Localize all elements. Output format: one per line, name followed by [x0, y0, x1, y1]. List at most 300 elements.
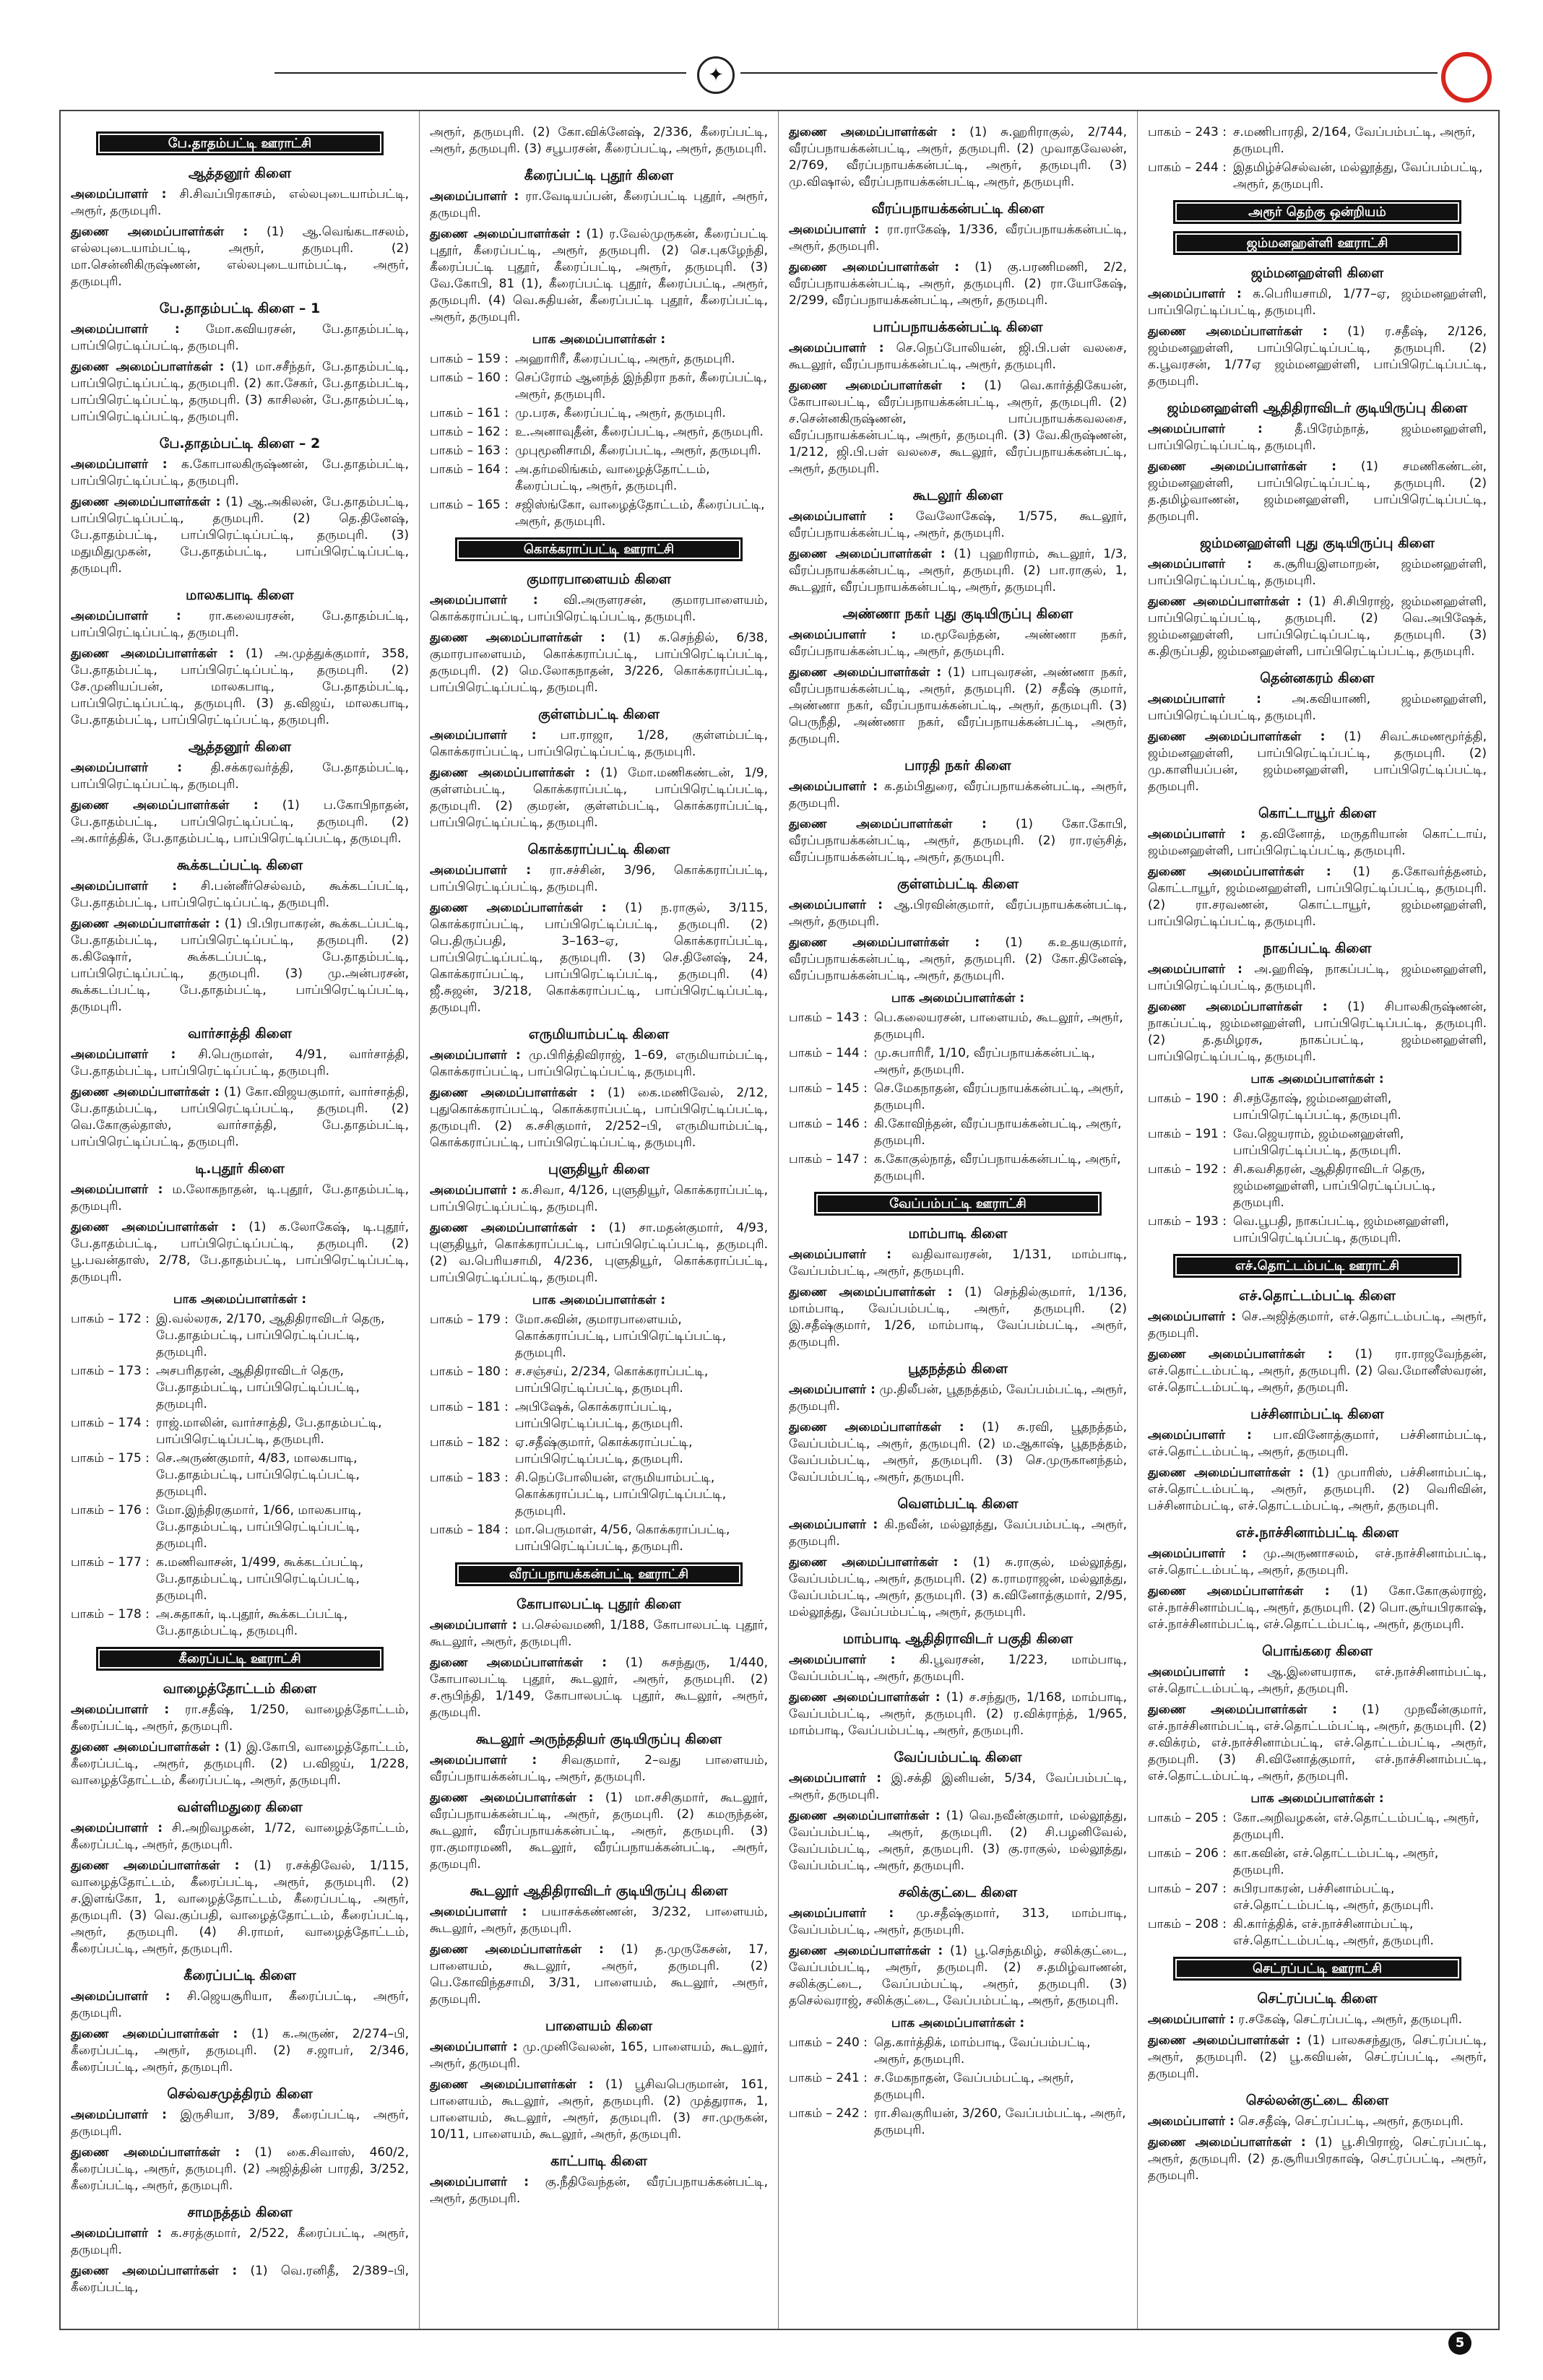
member-text: செ.சதீஷ், செட்ரப்பட்டி, அரூர், தருமபுரி. [1238, 2114, 1464, 2129]
booth-row [430, 351, 768, 368]
branch-heading: பாரதி நகர் கிளை [904, 758, 1011, 774]
member-entry [430, 226, 768, 326]
member-entry [789, 1284, 1127, 1351]
red-circle-icon [1441, 52, 1492, 103]
role-label: அமைப்பாளர் : [430, 1618, 517, 1632]
role-label: துணை அமைப்பாளர்கள் : [1148, 324, 1328, 339]
booth-organizer: இதமிழ்ச்செல்வன், மல்லூத்து, வேப்பம்பட்டி, அரூர், தருமபுரி. [1233, 160, 1483, 191]
branch-heading: மாம்பாடி கிளை [908, 1226, 1008, 1242]
member-entry [1148, 1465, 1487, 1515]
role-label: அமைப்பாளர் : [1148, 1546, 1247, 1561]
booth-number: பாகம் – 193 : [1148, 1214, 1227, 1229]
member-text: கி.நவீன், மல்லூத்து, வேப்பம்பட்டி, அரூர், தருமபுரி. [789, 1518, 1128, 1549]
booth-organizer: முபுமூனிசாமி, கீரைப்பட்டி, அரூர், தருமபுரி. [515, 443, 761, 458]
member-entry [1148, 1546, 1487, 1579]
booth-row [430, 1399, 768, 1432]
booth-organizer: செப்ரோம் ஆனந்த் இந்திரா நகர், கீரைப்பட்டி, அரூர், தருமபுரி. [515, 371, 767, 402]
booth-organizer: அஹாரிரீ, கீரைப்பட்டி, அரூர், தருமபுரி. [515, 352, 735, 366]
member-entry [1148, 324, 1487, 390]
role-label: துணை அமைப்பாளர்கள் : [789, 1555, 959, 1570]
member-text: ஆ.பிரவின்குமார், வீரப்பநாயக்கன்பட்டி, அரூர், தருமபுரி. [789, 898, 1127, 929]
role-label: அமைப்பாளர் : [1148, 962, 1242, 977]
booth-organizer: செ.அருண்குமார், 4/83, மாலகபாடி, பே.தாதம்பட்டி, பாப்பிரெட்டிப்பட்டி, தருமபுரி. [156, 1451, 360, 1499]
booth-organizer: க.கோகுல்நாத், வீரப்பநாயக்கன்பட்டி, அரூர், தருமபுரி. [874, 1152, 1121, 1183]
booth-row [789, 1081, 1127, 1114]
member-text: சி.பெருமாள், 4/91, வார்சாத்தி, பே.தாதம்பட்டி, பாப்பிரெட்டிப்பட்டி, தருமபுரி. [71, 1047, 410, 1078]
booth-organizer: தெ.கார்த்திக், மாம்பாடி, வேப்பம்பட்டி, அரூர், தருமபுரி. [874, 2035, 1091, 2067]
member-entry [789, 1247, 1127, 1280]
member-entry [430, 1047, 768, 1081]
member-entry [430, 900, 768, 1016]
booth-number: பாகம் – 240 : [789, 2035, 868, 2050]
member-text: (1) பூசிவபெருமான், 161, பாளையம், கூடலூர், அரூர், தருமபுரி. (2) முத்துராசு, 1, பாளையம், கூடலூர், அரூர், தருமபுரி. (3) சா.முருகன், 10/11, பாளையம், கூடலூர், அரூர், தருமபுரி. [430, 2077, 769, 2142]
branch-heading: பூதநத்தம் கிளை [908, 1361, 1008, 1377]
member-text: இருசியா, 3/89, கீரைப்பட்டி, அரூர், தருமபுரி. [71, 2108, 409, 2139]
booth-number: பாகம் – 177 : [71, 1555, 150, 1570]
role-label: துணை அமைப்பாளர்கள் : [71, 1740, 220, 1754]
role-label: அமைப்பாளர் : [430, 1048, 521, 1063]
role-label: அமைப்பாளர் : [789, 1247, 892, 1262]
member-text: (1) சு.ஹரிராகுல், 2/744, வீரப்பநாயக்கன்பட்டி, அரூர், தருமபுரி. (2) முவாதவேலன், 2/769, வீரப்பநாயக்கன்பட்டி, அரூர், தருமபுரி. (3) மு.விஷால், வீரப்பநாயக்கன்பட்டி, அரூர், தருமபுரி. [789, 125, 1127, 189]
member-entry [789, 222, 1127, 255]
member-text: ரா.கலையரசன், பே.தாதம்பட்டி, பாப்பிரெட்டிப்பட்டி, தருமபுரி. [71, 609, 410, 640]
role-label: துணை அமைப்பாளர்கள் : [71, 798, 259, 813]
role-label: அமைப்பாளர் : [71, 1821, 163, 1835]
branch-heading: செல்லன்குட்டை கிளை [1245, 2093, 1389, 2108]
branch-heading: பச்சினாம்பட்டி கிளை [1250, 1406, 1384, 1422]
role-label: துணை அமைப்பாளர்கள் : [71, 2145, 241, 2160]
member-text: வேலோகேஷ், 1/575, கூடலூர், வீரப்பநாயக்கன்பட்டி, அரூர், தருமபுரி. [789, 509, 1128, 540]
section-banner: ஜம்மனஹள்ளி ஊராட்சி [1173, 231, 1461, 255]
branch-heading: எச்.நாச்சினாம்பட்டி கிளை [1235, 1525, 1399, 1541]
member-entry [789, 935, 1127, 985]
member-text: (1) க.லோகேஷ், டி.புதூர், பே.தாதம்பட்டி, பாப்பிரெட்டிப்பட்டி, தருமபுரி. (2) பூ.பவன்தாஸ், 2/78, பே.தாதம்பட்டி, பாப்பிரெட்டிப்பட்டி, தருமபுரி. [71, 1220, 410, 1284]
member-text: (1) ர.சதீஷ், 2/126, ஜம்மனஹள்ளி, பாப்பிரெட்டிப்பட்டி, தருமபுரி. (2) க.பூவரசன், 1/77ஏ ஜம்மனஹள்ளி, பாப்பிரெட்டிப்பட்டி, தருமபுரி. [1148, 324, 1487, 389]
booth-number: பாகம் – 205 : [1148, 1811, 1227, 1825]
role-label: அமைப்பாளர் : [789, 222, 880, 237]
role-label: துணை அமைப்பாளர்கள் : [71, 2027, 238, 2041]
member-entry [789, 816, 1127, 866]
branch-heading: வௌம்பட்டி கிளை [897, 1496, 1019, 1512]
role-label: அமைப்பாளர் : [71, 1047, 176, 1062]
booth-row [789, 2070, 1127, 2103]
role-label: அமைப்பாளர் : [1148, 827, 1246, 841]
member-text: ம.லோகநாதன், டி.புதூர், பே.தாதம்பட்டி, தருமபுரி. [71, 1182, 409, 1213]
role-label: அமைப்பாளர் : [789, 1653, 896, 1667]
member-entry [1148, 691, 1487, 724]
role-label: அமைப்பாளர் : [71, 322, 180, 337]
role-label: அமைப்பாளர் : [71, 1702, 170, 1717]
member-text: மு.சதீஷ்குமார், 313, மாம்பாடி, வேப்பம்பட்டி, அரூர், தருமபுரி. [789, 1906, 1128, 1937]
role-label: அமைப்பாளர் : [1148, 692, 1261, 706]
member-text: (1) ப.கோபிநாதன், பே.தாதம்பட்டி, பாப்பிரெட்டிப்பட்டி, தருமபுரி. (2) அ.கார்த்திக், பே.தாதம்பட்டி, பாப்பிரெட்டிப்பட்டி, தருமபுரி. [71, 798, 410, 846]
role-label: அமைப்பாளர் : [1148, 2012, 1235, 2027]
column-2 [420, 111, 779, 2329]
member-text: (1) வெ.ரனிதீ, 2/389–பி, கீரைப்பட்டி, [71, 2264, 410, 2295]
booth-number: பாகம் – 242 : [789, 2106, 868, 2121]
member-text: (1) கை.சிவாஸ், 460/2, கீரைப்பட்டி, அரூர், தருமபுரி. (2) அஜித்தின் பாரதி, 3/252, கீரைப்பட்டி, அரூர், தருமபுரி. [71, 2145, 410, 2193]
member-entry [789, 1689, 1127, 1739]
member-text: பயாசக்கண்ணன், 3/232, பாளையம், கூடலூர், அரூர், தருமபுரி. [430, 1905, 768, 1936]
role-label: அமைப்பாளர் : [430, 189, 519, 204]
member-text: (1) த.கோவர்த்தனம், கொட்டாயூர், ஜம்மனஹள்ளி, பாப்பிரெட்டிப்பட்டி, தருமபுரி. (2) ரா.சரவணன், கொட்டாயூர், ஜம்மனஹள்ளி, பாப்பிரெட்டிப்பட்டி, தருமபுரி. [1148, 865, 1487, 929]
branch-heading: கூடலூர் அருந்ததியர் குடியிருப்பு கிளை [475, 1731, 722, 1747]
member-entry [789, 779, 1127, 812]
member-entry [430, 1790, 768, 1873]
booth-number: பாகம் – 144 : [789, 1046, 868, 1060]
member-entry [430, 1655, 768, 1721]
booth-number: பாகம் – 162 : [430, 425, 509, 439]
booth-row [71, 1415, 409, 1448]
booth-organizer: சி.நெப்போலியன், எருமியாம்பட்டி, கொக்கராப்பட்டி, பாப்பிரெட்டிப்பட்டி, தருமபுரி. [515, 1471, 727, 1518]
member-text: (1) அ.முத்துக்குமார், 358, பே.தாதம்பட்டி, பாப்பிரெட்டிப்பட்டி, தருமபுரி. (2) சே.முனியப்பன், மாலகபாடி, பே.தாதம்பட்டி, பாப்பிரெட்டிப்பட்டி, தருமபுரி. (3) த.விஜய், மாலகபாடி, பே.தாதம்பட்டி, பாப்பிரெட்டிப்பட்டி, தருமபுரி. [71, 646, 409, 727]
role-label: அமைப்பாளர் : [71, 187, 167, 202]
booth-row [789, 1010, 1127, 1043]
member-text: (1) பூ.சிபிராஜ், செட்ரப்பட்டி, அரூர், தருமபுரி. (2) த.சூரியபிரகாஷ், செட்ரப்பட்டி, அரூர், தருமபுரி. [1148, 2135, 1487, 2183]
role-label: துணை அமைப்பாளர்கள் : [430, 2077, 594, 2092]
branch-heading: குள்ளம்பட்டி கிளை [537, 706, 660, 722]
member-entry [1148, 286, 1487, 319]
member-text: க.சரத்குமார், 2/522, கீரைப்பட்டி, அரூர், தருமபுரி. [71, 2226, 409, 2257]
role-label: துணை அமைப்பாளர்கள் : [1148, 1000, 1328, 1014]
member-text: (1) ரா.ராஜவேந்தன், எச்.தொட்டம்பட்டி, அரூர், தருமபுரி. (2) வெ.மோனீஸ்வரன், எச்.தொட்டம்பட்டி, அரூர், தருமபுரி. [1148, 1347, 1487, 1395]
member-text: அ.கவியாணி, ஜம்மனஹள்ளி, பாப்பிரெட்டிப்பட்டி, தருமபுரி. [1148, 692, 1487, 723]
member-text: (1) சா.மதன்குமார், 4/93, புளுதியூர், கொக்கராப்பட்டி, பாப்பிரெட்டிப்பட்டி, தருமபுரி. (2) வ.பெரியசாமி, 4/236, புளுதியூர், கொக்கராப்பட்டி, பாப்பிரெட்டிப்பட்டி, தருமபுரி. [430, 1221, 769, 1285]
booth-number: பாகம் – 191 : [1148, 1127, 1227, 1141]
role-label: அமைப்பாளர் : [430, 593, 538, 607]
branch-heading: கீரைப்பட்டி புதூர் கிளை [524, 168, 674, 183]
role-label: அமைப்பாளர் : [71, 879, 178, 893]
booth-list-heading: பாக அமைப்பாளர்கள் : [532, 1293, 666, 1307]
member-text: செ.அஜித்குமார், எச்.தொட்டம்பட்டி, அரூர், தருமபுரி. [1148, 1310, 1487, 1341]
branch-heading: வள்ளிமதுரை கிளை [177, 1799, 303, 1815]
branch-heading: குள்ளம்பட்டி கிளை [896, 876, 1019, 892]
role-label: அமைப்பாளர் : [71, 2226, 163, 2241]
member-text: (1) ந.ராகுல், 3/115, கொக்கராப்பட்டி, பாப்பிரெட்டிப்பட்டி, தருமபுரி. (2) பெ.திருப்பதி, 3–163–ஏ, கொக்கராப்பட்டி, பாப்பிரெட்டிப்பட்டி, தருமபுரி. (3) செ.தினேஷ், 24, கொக்கராப்பட்டி, பாப்பிரெட்டிப்பட்டி, தருமபுரி. (4) ஜீ.சுஜன், 3/218, கொக்கராப்பட்டி, பாப்பிரெட்டிப்பட்டி, தருமபுரி. [430, 901, 769, 1015]
member-entry [789, 1943, 1127, 2009]
section-banner: செட்ரப்பட்டி ஊராட்சி [1173, 1957, 1461, 1981]
booth-organizer: வெ.பூபதி, நாகப்பட்டி, ஜம்மனஹள்ளி, பாப்பிரெட்டிப்பட்டி, தருமபுரி. [1233, 1214, 1449, 1245]
role-label: துணை அமைப்பாளர்கள் : [430, 901, 607, 915]
masthead [0, 0, 1543, 108]
booth-organizer: சஜிஸ்ங்கோ, வாழைத்தோட்டம், கீரைப்பட்டி, அரூர், தருமபுரி. [515, 498, 765, 529]
role-label: துணை அமைப்பாளர்கள் : [789, 260, 959, 274]
branch-heading: கூடலூர் ஆதிதிராவிடர் குடியிருப்பு கிளை [470, 1883, 728, 1899]
member-text: (1) க.உதயகுமார், வீரப்பநாயக்கன்பட்டி, அரூர், தருமபுரி. (2) கோ.தினேஷ், வீரப்பநாயக்கன்பட்டி, அரூர், தருமபுரி. [789, 935, 1128, 983]
member-text: ரா.ராகேஷ், 1/336, வீரப்பநாயக்கன்பட்டி, அரூர், தருமபுரி. [789, 222, 1127, 254]
role-label: அமைப்பாளர் : [789, 1771, 881, 1786]
column-1 [61, 111, 420, 2329]
member-entry [430, 1182, 768, 1216]
booth-organizer: கி.கோவிந்தன், வீரப்பநாயக்கன்பட்டி, அரூர், தருமபுரி. [874, 1117, 1122, 1148]
member-text: பா.ராஜா, 1/28, குள்ளம்பட்டி, கொக்கராப்பட்டி, பாப்பிரெட்டிப்பட்டி, தருமபுரி. [430, 728, 768, 759]
branch-heading: வீரப்பநாயக்கன்பட்டி கிளை [871, 201, 1045, 217]
booth-number: பாகம் – 143 : [789, 1011, 868, 1025]
member-entry [71, 1702, 409, 1735]
branch-heading: மாம்பாடி ஆதிதிராவிடர் பகுதி கிளை [842, 1631, 1073, 1647]
member-entry [71, 1182, 409, 1215]
member-text: க.தம்பிதுரை, வீரப்பநாயக்கன்பட்டி, அரூர், தருமபுரி. [789, 779, 1128, 810]
branch-heading: சலிக்குட்டை கிளை [898, 1884, 1018, 1900]
member-text: சி.அறிவழகன், 1/72, வாழைத்தோட்டம், கீரைப்பட்டி, அரூர், தருமபுரி. [71, 1821, 409, 1852]
branch-heading: செட்ரப்பட்டி கிளை [1257, 1991, 1378, 2007]
member-entry [430, 862, 768, 896]
member-entry [430, 1904, 768, 1937]
member-text: செ.நெப்போலியன், ஜி.பி.பள் வலசை, கூடலூர், வீரப்பநாயக்கன்பட்டி, அரூர், தருமபுரி. [789, 341, 1128, 372]
booth-organizer: ராஜ்.மாலின், வார்சாத்தி, பே.தாதம்பட்டி, பாப்பிரெட்டிப்பட்டி, தருமபுரி. [156, 1416, 382, 1447]
booth-row [430, 1470, 768, 1520]
member-text: க.சிவா, 4/126, புளுதியூர், கொக்கராப்பட்டி, பாப்பிரெட்டிப்பட்டி, தருமபுரி. [430, 1183, 768, 1214]
booth-organizer: சி.கவசிதரன், ஆதிதிராவிடர் தெரு, ஜம்மனஹள்ளி, பாப்பிரெட்டிப்பட்டி, தருமபுரி. [1233, 1162, 1436, 1210]
branch-heading: ஜம்மனஹள்ளி ஆதிதிராவிடர் குடியிருப்பு கிளை [1167, 400, 1468, 416]
booth-organizer: மா.பெருமாள், 4/56, கொக்கராப்பட்டி, பாப்பிரெட்டிப்பட்டி, தருமபுரி. [515, 1523, 730, 1554]
member-text: ப.செல்வமணி, 1/188, கோபாலபட்டி புதூர், கூடலூர், அரூர், தருமபுரி. [430, 1618, 769, 1649]
member-entry [789, 509, 1127, 542]
section-banner: வீரப்பநாயக்கன்பட்டி ஊராட்சி [455, 1562, 743, 1586]
member-entry [1148, 1702, 1487, 1785]
member-entry [430, 1617, 768, 1650]
booth-number: பாகம் – 173 : [71, 1364, 150, 1378]
booth-number: பாகம் – 182 : [430, 1435, 509, 1450]
member-text: (1) மா.சசீந்தர், பே.தாதம்பட்டி, பாப்பிரெட்டிப்பட்டி, தருமபுரி. (2) கா.சேகர், பே.தாதம்பட்டி, பாப்பிரெட்டிப்பட்டி, தருமபுரி. (3) காசிலன், பே.தாதம்பட்டி, பாப்பிரெட்டிப்பட்டி, தருமபுரி. [71, 360, 409, 424]
section-banner: கொக்கராப்பட்டி ஊராட்சி [455, 537, 743, 561]
role-label: துணை அமைப்பாளர்கள் : [430, 766, 590, 780]
booth-organizer: உ.அனாவுதீன், கீரைப்பட்டி, அரூர், தருமபுரி. [515, 425, 764, 439]
branch-heading: அண்ணா நகர் புது குடியிருப்பு கிளை [842, 606, 1073, 622]
member-text: (1) ர.சக்திவேல், 1/115, வாழைத்தோட்டம், கீரைப்பட்டி, அரூர், தருமபுரி. (2) ச.இளங்கோ, 1, வாழைத்தோட்டம், கீரைப்பட்டி, அரூர், தருமபுரி. (3) வெ.குப்பதி, வாழைத்தோட்டம், கீரைப்பட்டி, அரூர், தருமபுரி. (4) சி.ராமர், வாழைத்தோட்டம், கீரைப்பட்டி, அரூர், தருமபுரி. [71, 1858, 410, 1956]
member-text: (1) புஹரிராம், கூடலூர், 1/3, வீரப்பநாயக்கன்பட்டி, அரூர், தருமபுரி. (2) பா.ராகுல், 1, கூடலூர், வீரப்பநாயக்கன்பட்டி, அரூர், தருமபுரி. [789, 547, 1127, 594]
branch-heading: வாழைத்தோட்டம் கிளை [163, 1681, 317, 1697]
member-entry [1148, 864, 1487, 930]
member-text: க.பெரியசாமி, 1/77–ஏ, ஜம்மனஹள்ளி, பாப்பிரெட்டிப்பட்டி, தருமபுரி. [1148, 287, 1487, 318]
member-text: (1) பூ.செந்தமிழ், சலிக்குட்டை, வேப்பம்பட்டி, அரூர், தருமபுரி. (2) ச.தமிழ்வாணன், சலிக்குட்டை, வேப்பம்பட்டி, அரூர், தருமபுரி. (3) தசெல்வராஜ், சலிக்குட்டை, வேப்பம்பட்டி, அரூர், தருமபுரி. [789, 1944, 1128, 2008]
member-text: (1) க.அருண், 2/274–பி, கீரைப்பட்டி, அரூர், தருமபுரி. (2) ச.ஜாபர், 2/346, கீரைப்பட்டி, அரூர், தருமபுரி. [71, 2027, 410, 2074]
member-entry [789, 1808, 1127, 1874]
booth-row [1148, 1916, 1487, 1950]
booth-organizer: வே.ஜெயராம், ஜம்மனஹள்ளி, பாப்பிரெட்டிப்பட்டி, தருமபுரி. [1233, 1127, 1404, 1158]
booth-list-heading: பாக அமைப்பாளர்கள் : [891, 2016, 1025, 2030]
role-label: துணை அமைப்பாளர்கள் : [1148, 865, 1331, 879]
booth-organizer: ச.மேகநாதன், வேப்பம்பட்டி, அரூர், தருமபுரி. [874, 2071, 1074, 2102]
member-entry [71, 1084, 409, 1151]
booth-number: பாகம் – 183 : [430, 1471, 509, 1485]
branch-heading: செல்வசமுத்திரம் கிளை [167, 2086, 313, 2102]
member-text: (1) ர.வேல்முருகன், கீரைப்பட்டி புதூர், கீரைப்பட்டி, அரூர், தருமபுரி. (2) செ.புகழேந்தி, கீரைப்பட்டி புதூர், கீரைப்பட்டி, அரூர், தருமபுரி. (3) வே.கோபி, 81 (1), கீரைப்பட்டி புதூர், கீரைப்பட்டி, அரூர், தருமபுரி. (4) வெ.சுதியன், கீரைப்பட்டி புதூர், கீரைப்பட்டி, அரூர், தருமபுரி. [430, 227, 769, 324]
member-text: ம.மூவேந்தன், அண்ணா நகர், வீரப்பநாயக்கன்பட்டி, அரூர், தருமபுரி. [789, 628, 1128, 659]
member-entry [71, 1989, 409, 2022]
role-label: துணை அமைப்பாளர்கள் : [789, 1809, 941, 1823]
role-label: அமைப்பாளர் : [430, 728, 537, 743]
member-entry [430, 189, 768, 222]
member-entry [430, 1942, 768, 2008]
member-entry [789, 124, 1127, 191]
member-entry [1148, 2033, 1487, 2082]
member-entry [1148, 961, 1487, 995]
role-label: துணை அமைப்பாளர்கள் : [430, 631, 605, 645]
member-entry [71, 1858, 409, 1957]
role-label: துணை அமைப்பாளர்கள் : [789, 125, 956, 139]
booth-row [71, 1363, 409, 1413]
member-text: வதிவாவரசன், 1/131, மாம்பாடி, வேப்பம்பட்டி, அரூர், தருமபுரி. [789, 1247, 1127, 1278]
branch-heading: பே.தாதம்பட்டி கிளை – 2 [159, 436, 321, 451]
booth-number: பாகம் – 146 : [789, 1117, 868, 1131]
branch-heading: வார்சாத்தி கிளை [188, 1026, 292, 1042]
role-label: துணை அமைப்பாளர்கள் : [789, 547, 946, 561]
role-label: துணை அமைப்பாளர்கள் : [430, 1791, 594, 1805]
member-entry [789, 665, 1127, 748]
role-label: துணை அமைப்பாளர்கள் : [430, 1221, 596, 1235]
member-entry [1148, 1427, 1487, 1461]
role-label: துணை அமைப்பாளர்கள் : [71, 1858, 240, 1873]
booth-list-heading: பாக அமைப்பாளர்கள் : [1250, 1791, 1384, 1806]
booth-row [1148, 1213, 1487, 1247]
branch-heading: கூக்கடப்பட்டி கிளை [176, 857, 303, 873]
booth-organizer: கா.கவின், எச்.தொட்டம்பட்டி, அரூர், தருமபுரி. [1233, 1846, 1439, 1877]
member-entry [71, 1739, 409, 1789]
branch-heading: எருமியாம்பட்டி கிளை [528, 1026, 670, 1042]
booth-list-heading: பாக அமைப்பாளர்கள் : [891, 991, 1025, 1005]
member-entry [430, 1220, 768, 1286]
member-text: வி.அருளரசன், குமாரபாளையம், கொக்கராப்பட்டி, பாப்பிரெட்டிப்பட்டி, தருமபுரி. [430, 593, 768, 624]
member-entry [789, 1554, 1127, 1621]
branch-heading: புளுதியூர் கிளை [548, 1161, 650, 1177]
booth-row [430, 1312, 768, 1362]
member-entry [71, 608, 409, 641]
booth-organizer: சி.சந்தோஷ், ஜம்மனஹள்ளி, பாப்பிரெட்டிப்பட்டி, தருமபுரி. [1233, 1091, 1401, 1122]
member-entry [789, 340, 1127, 373]
member-entry [430, 1085, 768, 1151]
booth-organizer: பெ.கலையரசன், பாளையம், கூடலூர், அரூர், தருமபுரி. [874, 1011, 1123, 1042]
member-text: ரா.சதீஷ், 1/250, வாழைத்தோட்டம், கீரைப்பட்டி, அரூர், தருமபுரி. [71, 1702, 410, 1734]
member-text: (1) சிவட்சுமணமூர்த்தி, ஜம்மனஹள்ளி, பாப்பிரெட்டிப்பட்டி, தருமபுரி. (2) மு.காளியப்பன், ஜம்மனஹள்ளி, பாப்பிரெட்டிப்பட்டி, தருமபுரி. [1148, 730, 1487, 794]
member-text: ரா.சச்சின், 3/96, கொக்கராப்பட்டி, பாப்பிரெட்டிப்பட்டி, தருமபுரி. [430, 863, 769, 894]
booth-number: பாகம் – 175 : [71, 1451, 150, 1466]
role-label: அமைப்பாளர் : [789, 509, 894, 524]
branch-heading: பாளையம் கிளை [545, 2018, 653, 2034]
member-entry [789, 378, 1127, 477]
role-label: துணை அமைப்பாளர்கள் : [71, 1085, 220, 1099]
booth-number: பாகம் – 206 : [1148, 1846, 1227, 1861]
booth-row [430, 1364, 768, 1397]
booth-organizer: ஏ.சதீஷ்குமார், கொக்கராப்பட்டி, பாப்பிரெட்டிப்பட்டி, தருமபுரி. [515, 1435, 693, 1466]
branch-heading: ஆத்தனூர் கிளை [188, 165, 292, 181]
member-text: சிவகுமார், 2–வது பாளையம், வீரப்பநாயக்கன்பட்டி, அரூர், தருமபுரி. [430, 1753, 768, 1784]
member-entry [1148, 1346, 1487, 1396]
booth-row [1148, 1126, 1487, 1159]
member-entry [1148, 594, 1487, 660]
member-entry [1148, 826, 1487, 860]
member-text: (1) கு.பரணிமணி, 2/2, வீரப்பநாயக்கன்பட்டி, அரூர், தருமபுரி. (2) ரா.யோகேஷ், 2/299, வீரப்பநாயக்கன்பட்டி, அரூர், தருமபுரி. [789, 260, 1127, 308]
role-label: அமைப்பாளர் : [430, 1905, 527, 1919]
member-text: (1) முநவீன்குமார், எச்.நாச்சினாம்பட்டி, எச்.தொட்டம்பட்டி, அரூர், தருமபுரி. (2) ச.விக்ரம், எச்.நாச்சினாம்பட்டி, எச்.தொட்டம்பட்டி, அரூர், தருமபுரி. (3) சி.வினோத்குமார், எச்.நாச்சினாம்பட்டி, எச்.தொட்டம்பட்டி, அரூர், தருமபுரி. [1148, 1702, 1487, 1783]
role-label: துணை அமைப்பாளர்கள் : [71, 495, 221, 509]
member-text: (1) சு.ரவி, பூதநத்தம், வேப்பம்பட்டி, அரூர், தருமபுரி. (2) ம.ஆகாஷ், பூதநத்தம், வேப்பம்பட்டி, அரூர், தருமபுரி. (3) செ.முருகானந்தம், வேப்பம்பட்டி, அரூர், தருமபுரி. [789, 1420, 1128, 1484]
member-text: (1) ஆ.வெங்கடாசலம், எல்லபுடையாம்பட்டி, அரூர், தருமபுரி. (2) மா.சென்னிகிருஷ்ணன், எல்லபுடையாம்பட்டி, அரூர், தருமபுரி. [71, 225, 409, 289]
booth-number: பாகம் – 163 : [430, 443, 509, 458]
role-label: துணை அமைப்பாளர்கள் : [430, 1086, 595, 1100]
member-entry [789, 897, 1127, 930]
member-entry [1148, 729, 1487, 795]
role-label: அமைப்பாளர் : [789, 341, 884, 355]
role-label: துணை அமைப்பாளர்கள் : [1148, 2033, 1301, 2048]
role-label: அமைப்பாளர் : [430, 1183, 517, 1198]
booth-number: பாகம் – 164 : [430, 462, 509, 477]
booth-row [789, 2106, 1127, 2139]
booth-number: பாகம் – 161 : [430, 406, 509, 420]
booth-row [430, 405, 768, 422]
member-text: மு.அருணாசலம், எச்.நாச்சினாம்பட்டி, எச்.தொட்டம்பட்டி, அரூர், தருமபுரி. [1148, 1546, 1487, 1578]
member-entry [1148, 2134, 1487, 2184]
booth-organizer: கி.கார்த்திக், எச்.நாச்சினாம்பட்டி, எச்.தொட்டம்பட்டி, அரூர், தருமபுரி. [1233, 1917, 1434, 1948]
member-entry [1148, 2012, 1487, 2028]
member-entry [71, 2263, 409, 2296]
booth-number: பாகம் – 208 : [1148, 1917, 1227, 1931]
member-entry [430, 630, 768, 696]
member-text: இ.சக்தி இனியன், 5/34, வேப்பம்பட்டி, அரூர், தருமபுரி. [789, 1771, 1127, 1802]
booth-organizer: ரா.சிவகுரியன், 3/260, வேப்பம்பட்டி, அரூர், தருமபுரி. [874, 2106, 1126, 2137]
booth-organizer: மு.பரசு, கீரைப்பட்டி, அரூர், தருமபுரி. [515, 406, 726, 420]
booth-number: பாகம் – 241 : [789, 2071, 868, 2085]
member-text: (1) வெ.கார்த்திகேயன், கோபாலபட்டி, வீரப்பநாயக்கன்பட்டி, அரூர், தருமபுரி. (2) ச.சென்னகிருஷ்ணன், பாப்பநாயக்கவலசை, வீரப்பநாயக்கன்பட்டி, அரூர், தருமபுரி. (3) வே.கிருஷ்ணன், 1/212, ஜி.பி.பள் வலசை, கூடலூர், வீரப்பநாயக்கன்பட்டி, அரூர், தருமபுரி. [789, 378, 1128, 476]
booth-row [1148, 1810, 1487, 1843]
booth-row [1148, 1161, 1487, 1211]
role-label: அமைப்பாளர் : [1148, 1428, 1252, 1442]
member-entry [71, 186, 409, 220]
member-text: (1) பாபுவரசன், அண்ணா நகர், வீரப்பநாயக்கன்பட்டி, அரூர், தருமபுரி. (2) சதீஷ் குமார், அண்ணா நகர், வீரப்பநாயக்கன்பட்டி, அரூர், தருமபுரி. (3) பெருநீதி, அண்ணா நகர், வீரப்பநாயக்கன்பட்டி, அரூர், தருமபுரி. [789, 665, 1128, 746]
member-text: (1) பி.பிரபாகரன், கூக்கடப்பட்டி, பே.தாதம்பட்டி, பாப்பிரெட்டிப்பட்டி, தருமபுரி. (2) க.கிஷோர், கூக்கடப்பட்டி, பே.தாதம்பட்டி, பாப்பிரெட்டிப்பட்டி, தருமபுரி. (3) மு.அன்பரசன், கூக்கடப்பட்டி, பே.தாதம்பட்டி, பாப்பிரெட்டிப்பட்டி, தருமபுரி. [71, 917, 410, 1014]
role-label: துணை அமைப்பாளர்கள் : [789, 817, 987, 831]
role-label: அமைப்பாளர் : [71, 1182, 163, 1197]
member-text: அ.ஹரிஷ், நாகப்பட்டி, ஜம்மனஹள்ளி, பாப்பிரெட்டிப்பட்டி, தருமபுரி. [1148, 962, 1487, 993]
role-label: அமைப்பாளர் : [1148, 2114, 1235, 2129]
booth-number: பாகம் – 174 : [71, 1416, 150, 1430]
booth-organizer: அபிஷேக், கொக்கராப்பட்டி, பாப்பிரெட்டிப்பட்டி, தருமபுரி. [515, 1400, 683, 1431]
booth-row [71, 1554, 409, 1604]
member-entry [1148, 1309, 1487, 1342]
booth-number: பாகம் – 178 : [71, 1607, 150, 1622]
booth-organizer: கோ.அறிவழகன், எச்.தொட்டம்பட்டி, அரூர், தருமபுரி. [1233, 1811, 1479, 1842]
booth-number: பாகம் – 243 : [1148, 125, 1227, 139]
role-label: அமைப்பாளர் : [1148, 557, 1253, 571]
booth-row [71, 1450, 409, 1500]
member-entry [789, 1770, 1127, 1804]
booth-number: பாகம் – 179 : [430, 1312, 509, 1327]
booth-row [1148, 1881, 1487, 1914]
member-text: (1) ச.சந்துரு, 1/168, மாம்பாடி, வேப்பம்பட்டி, அரூர், தருமபுரி. (2) ர.விக்ராந்த், 1/965, மாம்பாடி, வேப்பம்பட்டி, அரூர், தருமபுரி. [789, 1690, 1128, 1738]
member-text: த.வினோத், மருதரியான் கொட்டாய், ஜம்மனஹள்ளி, பாப்பிரெட்டிப்பட்டி, தருமபுரி. [1148, 827, 1487, 858]
member-text: க.கோபாலகிருஷ்ணன், பே.தாதம்பட்டி, பாப்பிரெட்டிப்பட்டி, தருமபுரி. [71, 457, 409, 488]
role-label: துணை அமைப்பாளர்கள் : [71, 360, 225, 374]
booth-organizer: சுபிரபாகரன், பச்சினாம்பட்டி, எச்.தொட்டம்பட்டி, அரூர், தருமபுரி. [1233, 1882, 1434, 1913]
role-label: துணை அமைப்பாளர்கள் : [1148, 2135, 1306, 2150]
role-label: அமைப்பாளர் : [789, 779, 878, 794]
role-label: அமைப்பாளர் : [789, 898, 883, 912]
member-entry [71, 646, 409, 729]
booth-organizer: அசபரிதரன், ஆதிதிராவிடர் தெரு, பே.தாதம்பட்டி, பாப்பிரெட்டிப்பட்டி, தருமபுரி. [156, 1364, 360, 1411]
section-banner: எச்.தொட்டம்பட்டி ஊராட்சி [1173, 1254, 1461, 1278]
branch-heading: சாமநத்தம் கிளை [187, 2204, 293, 2220]
booth-row [1148, 1091, 1487, 1124]
member-entry [71, 2107, 409, 2140]
masthead-rule-left [275, 72, 686, 74]
role-label: அமைப்பாளர் : [789, 1382, 876, 1397]
branch-heading: ஜம்மனஹள்ளி கிளை [1250, 265, 1384, 281]
booth-number: பாகம் – 190 : [1148, 1091, 1227, 1106]
role-label: அமைப்பாளர் : [71, 761, 182, 775]
member-text: (1) சி.சிபிராஜ், ஜம்மனஹள்ளி, பாப்பிரெட்டிப்பட்டி, தருமபுரி. (2) வெ.அபிஷேக், ஜம்மனஹள்ளி, பாப்பிரெட்டிப்பட்டி, தருமபுரி. (3) க.திருப்பதி, ஜம்மனஹள்ளி, பாப்பிரெட்டிப்பட்டி, தருமபுரி. [1148, 594, 1487, 659]
member-entry [1148, 999, 1487, 1065]
member-text: மு.முனிவேலன், 165, பாளையம், கூடலூர், அரூர், தருமபுரி. [430, 2040, 769, 2071]
